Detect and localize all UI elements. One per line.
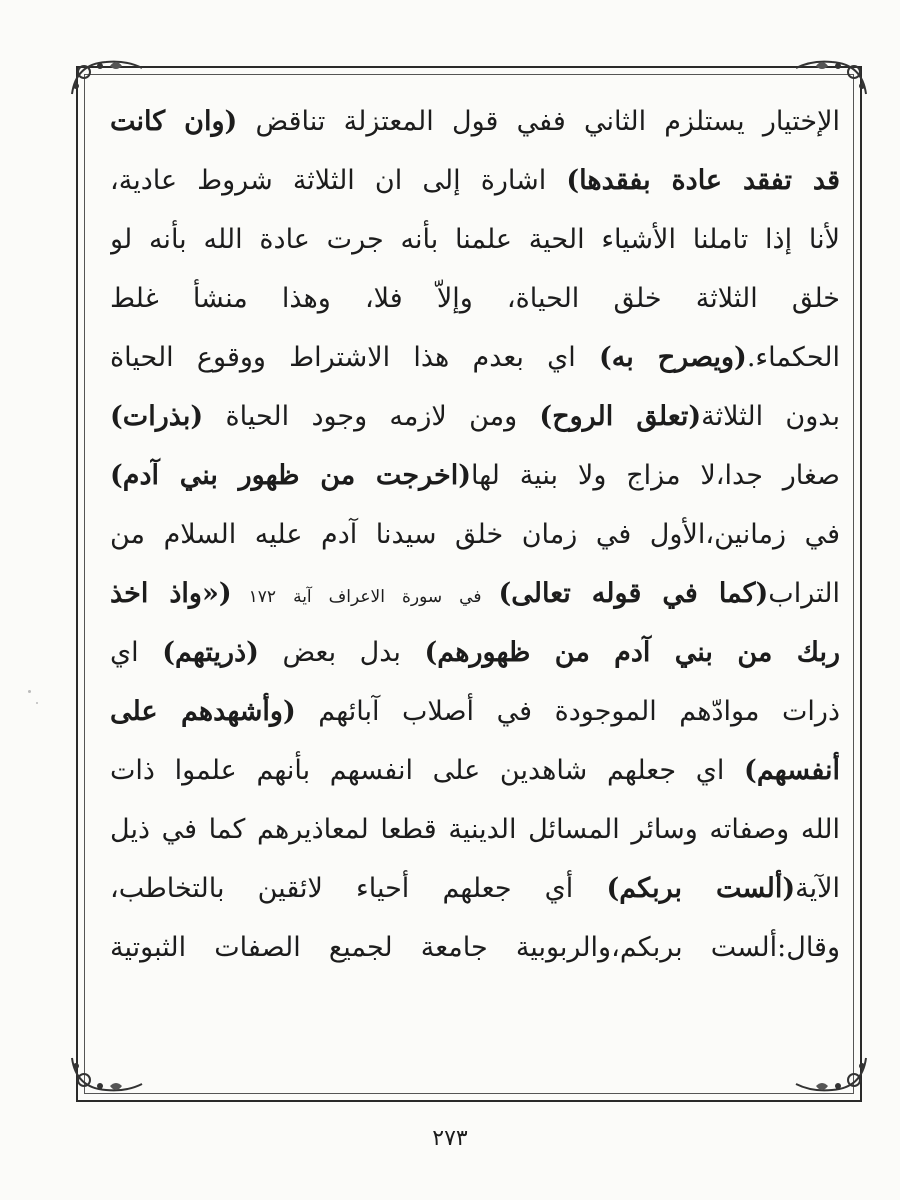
text-line: [110, 210, 840, 269]
text-segment: الإختيار يستلزم الثاني ففي قول المعتزلة تناقض: [237, 106, 840, 137]
bold-quote-segment: (اخرجت من ظهور بني آدم): [110, 460, 471, 491]
bold-quote-segment: («واذ اخذ: [110, 578, 232, 609]
text-segment: في زمانين،الأول في زمان خلق سيدنا آدم عليه السلام من: [110, 519, 840, 550]
text-segment: ومن لازمه وجود الحياة: [203, 401, 540, 432]
text-segment: الآية: [795, 873, 840, 904]
text-line: [110, 151, 840, 210]
text-line: [110, 741, 840, 800]
scan-speck: [28, 690, 31, 693]
text-segment: بدون الثلاثة: [701, 401, 840, 432]
bold-quote-segment: قد تفقد عادة بفقدها): [566, 165, 840, 196]
bold-quote-segment: (ألست بربكم): [606, 873, 796, 904]
text-line: [110, 92, 840, 151]
text-line: [110, 328, 840, 387]
bold-quote-segment: (ويصرح به): [598, 342, 747, 373]
text-segment: بدل بعض: [258, 637, 425, 668]
text-line: [110, 623, 840, 682]
text-segment: اشارة إلى ان الثلاثة شروط عادية،: [110, 165, 567, 196]
bold-quote-segment: ربك من بني آدم من ظهورهم): [424, 637, 840, 668]
reference-note-segment: في سورة الاعراف آية ١٧٢: [231, 587, 499, 607]
bold-quote-segment: (تعلق الروح): [539, 401, 702, 432]
bold-quote-segment: (ذريتهم): [162, 637, 259, 668]
text-line: [110, 918, 840, 977]
text-segment: خلق الثلاثة خلق الحياة، وإلاّ فلا، وهذا منشأ غلط: [110, 283, 840, 314]
bold-quote-segment: أنفسهم): [744, 755, 840, 786]
text-line: [110, 682, 840, 741]
text-segment: الله وصفاته وسائر المسائل الدينية قطعا لمعاذيرهم كما في ذيل: [110, 814, 840, 845]
text-line: [110, 269, 840, 328]
page-number: ٢٧٣: [432, 1126, 468, 1151]
text-segment: الحكماء.: [746, 342, 840, 373]
text-segment: التراب: [768, 578, 840, 609]
text-segment: لأنا إذا تاملنا الأشياء الحية علمنا بأنه جرت عادة الله بأنه لو: [110, 224, 840, 255]
text-segment: وقال:ألست بربكم،والربوبية جامعة لجميع الصفات الثبوتية: [110, 932, 840, 963]
text-line: [110, 446, 840, 505]
text-segment: ذرات موادّهم الموجودة في أصلاب آبائهم: [295, 696, 840, 727]
text-line: [110, 564, 840, 623]
bold-quote-segment: (وان كانت: [110, 106, 238, 137]
bold-quote-segment: (كما في قوله تعالى): [498, 578, 769, 609]
bold-quote-segment: (بذرات): [110, 401, 204, 432]
body-text: [110, 92, 840, 977]
text-segment: اي جعلهم شاهدين على انفسهم بأنهم علموا ذات: [110, 755, 745, 786]
text-segment: أي جعلهم أحياء لائقين بالتخاطب،: [110, 873, 607, 904]
scan-speck: [36, 702, 38, 704]
text-segment: اي بعدم هذا الاشتراط ووقوع الحياة: [110, 342, 599, 373]
text-line: [110, 800, 840, 859]
text-segment: صغار جدا،لا مزاج ولا بنية لها: [470, 460, 840, 491]
text-line: [110, 387, 840, 446]
text-segment: اي: [110, 637, 163, 668]
ornament-bottom-right-icon: [792, 1048, 872, 1098]
bold-quote-segment: (وأشهدهم على: [110, 696, 296, 727]
ornament-bottom-left-icon: [66, 1048, 146, 1098]
text-line: [110, 505, 840, 564]
text-line: [110, 859, 840, 918]
